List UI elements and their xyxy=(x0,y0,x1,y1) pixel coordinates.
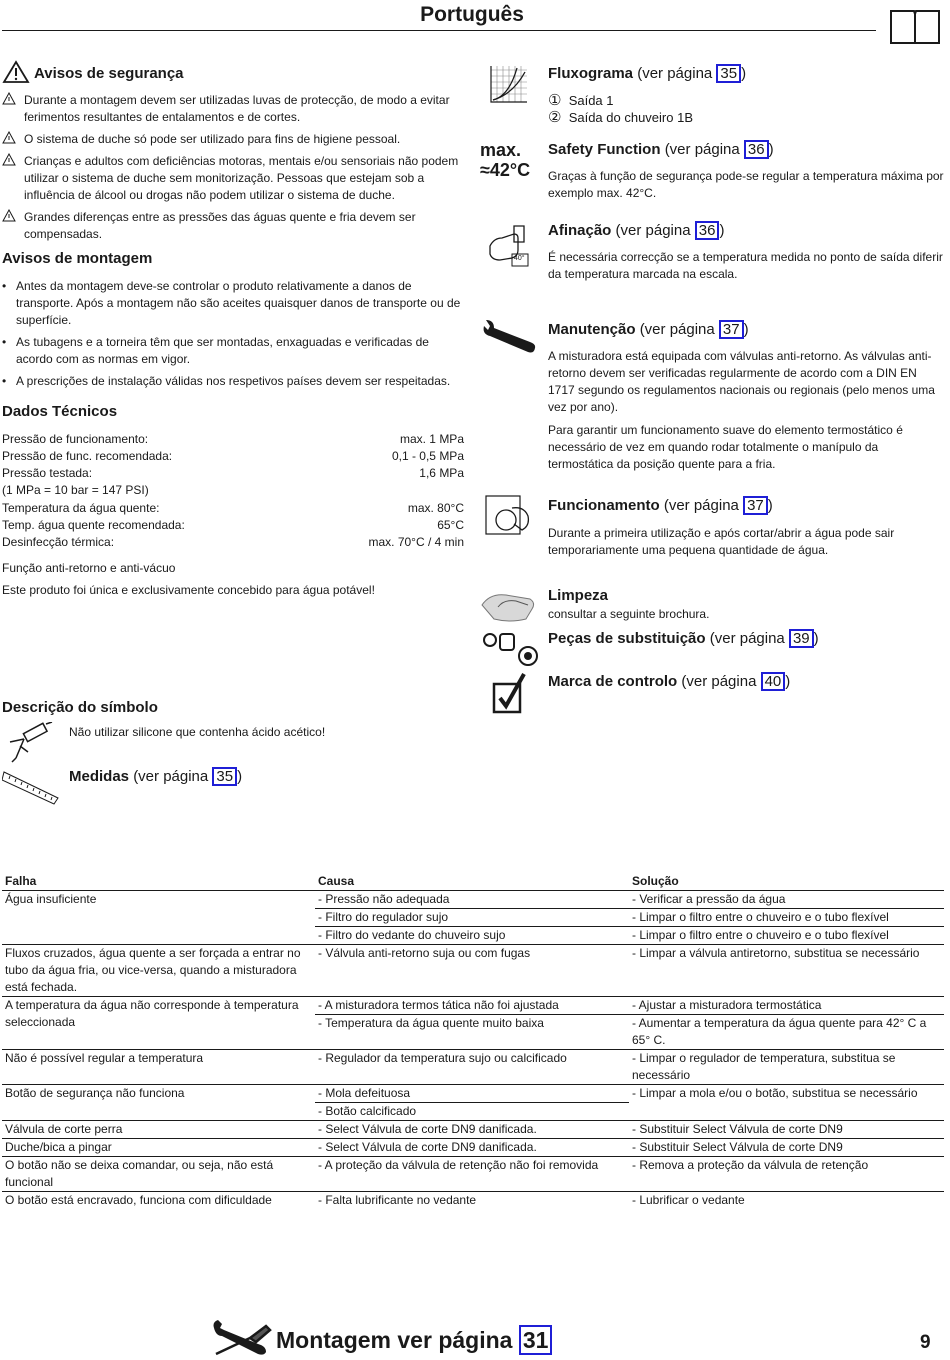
table-cell-cause: - Botão calcificado xyxy=(315,1103,629,1121)
table-cell-solution: - Substituir Select Válvula de corte DN9 xyxy=(629,1121,944,1139)
spare-parts-icon xyxy=(482,628,540,668)
tech-label: Pressão de funcionamento: xyxy=(2,432,149,446)
safety-text: Crianças e adultos com deficiências motoras, mentais e/ou sensoriais não podem utilizar o sistema de duche sem monitorização. Pessoas que estejam sob a influência de álcool ou drogas não podem utilizar o sistema de duche. xyxy=(24,154,459,202)
warning-small-icon xyxy=(2,209,24,243)
assembly-item: • Antes da montagem deve-se controlar o produto relativamente a danos de transporte. Após a montagem não são aceites quaisquer danos de transporte ou de superfície. xyxy=(2,278,466,329)
table-cell-solution: - Aumentar a temperatura da água quente para 42° C a 65° C. xyxy=(629,1015,944,1050)
warning-small-icon xyxy=(2,92,24,126)
assembly-text: A prescrições de instalação válidas nos respetivos países devem ser respeitadas. xyxy=(16,374,451,388)
table-row xyxy=(2,1192,944,1210)
troubleshooting-table xyxy=(2,873,944,1209)
warning-icon xyxy=(2,60,30,84)
table-cell-cause: - Regulador da temperatura sujo ou calcificado xyxy=(315,1050,629,1085)
tech-row xyxy=(2,517,464,534)
operation-title: Funcionamento xyxy=(548,497,660,514)
symbol-heading: Descrição do símbolo xyxy=(2,699,158,716)
operation-heading xyxy=(548,496,773,515)
table-cell-cause: - Temperatura da água quente muito baixa xyxy=(315,1015,629,1050)
tuning-heading xyxy=(548,221,724,240)
table-cell-cause: - Filtro do regulador sujo xyxy=(315,909,629,927)
tech-value: max. 80°C xyxy=(407,501,464,515)
table-cell-solution: - Limpar o regulador de temperatura, substitua se necessário xyxy=(629,1050,944,1085)
table-cell-cause: - Pressão não adequada xyxy=(315,891,629,909)
table-cell-fault: Válvula de corte perra xyxy=(2,1121,315,1139)
tech-value: max. 1 MPa xyxy=(399,432,464,446)
table-cell-solution: - Verificar a pressão da água xyxy=(629,891,944,909)
flow-page-link[interactable]: 35 xyxy=(716,64,741,83)
header-rule xyxy=(2,30,876,31)
page-number: 9 xyxy=(920,1332,931,1353)
tech-heading: Dados Técnicos xyxy=(2,403,118,420)
maintenance-title: Manutenção xyxy=(548,321,636,338)
table-cell-fault: Duche/bica a pingar xyxy=(2,1139,315,1157)
safety-item xyxy=(2,209,466,243)
safety-text: Durante a montagem devem ser utilizadas luvas de protecção, de modo a evitar ferimentos resultantes de entalamentos e de cortes. xyxy=(24,93,450,124)
thermometer-hand-icon xyxy=(484,220,534,270)
max-temp-line2: ≈42°C xyxy=(480,160,531,180)
table-row xyxy=(2,997,944,1015)
assembly-text: As tubagens e a torneira têm que ser montadas, enxaguadas e verificadas de acordo com as normas em vigor. xyxy=(16,335,429,366)
safety-item xyxy=(2,131,466,149)
table-row xyxy=(2,1050,944,1085)
table-cell-solution: - Remova a proteção da válvula de retenção xyxy=(629,1157,944,1192)
tuning-see: (ver página xyxy=(615,222,695,239)
table-cell-cause: - Mola defeituosa xyxy=(315,1085,629,1103)
table-cell-fault: Água insuficiente xyxy=(2,891,315,945)
assembly-heading: Avisos de montagem xyxy=(2,250,153,267)
flow-item-2-num: ② xyxy=(548,109,562,126)
book-icon xyxy=(888,8,942,46)
tech-row xyxy=(2,465,464,482)
parts-see: (ver página xyxy=(709,630,789,647)
operation-page-link[interactable]: 37 xyxy=(743,496,768,515)
maintenance-close: ) xyxy=(743,321,749,338)
safety-text: Grandes diferenças entre as pressões das águas quente e fria devem ser compensadas. xyxy=(24,210,416,241)
cleaning-text: consultar a seguinte brochura. xyxy=(548,607,710,621)
footer-page-link[interactable]: 31 xyxy=(519,1325,553,1355)
table-row xyxy=(2,1157,944,1192)
flow-chart-icon xyxy=(489,64,529,104)
parts-heading xyxy=(548,629,819,648)
table-row xyxy=(2,1139,944,1157)
max-temp-label xyxy=(480,140,530,180)
safety-item xyxy=(2,153,466,204)
table-cell-cause: - A misturadora termos tática não foi ajustada xyxy=(315,997,629,1015)
silicone-gun-icon xyxy=(6,722,54,766)
safety-function-close: ) xyxy=(768,141,774,158)
table-cell-fault: O botão não se deixa comandar, ou seja, não está funcional xyxy=(2,1157,315,1192)
table-row xyxy=(2,945,944,997)
assembly-item: • As tubagens e a torneira têm que ser montadas, enxaguadas e verificadas de acordo com as normas em vigor. xyxy=(2,334,466,368)
warning-small-icon xyxy=(2,153,24,204)
flow-item-1 xyxy=(548,92,614,109)
table-header: Falha xyxy=(2,873,315,891)
table-row xyxy=(2,891,944,909)
symbol-text: Não utilizar silicone que contenha ácido acético! xyxy=(69,725,326,739)
maintenance-text-2: Para garantir um funcionamento suave do elemento termostático é necessário de vez em quando rodar totalmente o manípulo da termostática da posição quente para a fria. xyxy=(548,423,903,471)
control-see: (ver página xyxy=(681,673,761,690)
safety-function-page-link[interactable]: 36 xyxy=(744,140,769,159)
warning-small-icon xyxy=(2,131,24,149)
tools-icon xyxy=(210,1318,272,1358)
table-cell-fault: Botão de segurança não funciona xyxy=(2,1085,315,1121)
safety-function-text: Graças à função de segurança pode-se regular a temperatura máxima por exemplo max. 42°C. xyxy=(548,169,944,200)
tech-label: (1 MPa = 10 bar = 147 PSI) xyxy=(2,483,149,497)
wrench-icon xyxy=(480,318,538,358)
flow-close: ) xyxy=(741,65,747,82)
assembly-text: Antes da montagem deve-se controlar o produto relativamente a danos de transporte. Após a montagem não são aceites quaisquer danos de transporte ou de superfície. xyxy=(16,279,461,327)
tech-note: Este produto foi única e exclusivamente concebido para água potável! xyxy=(2,583,375,597)
tech-value: max. 70°C / 4 min xyxy=(368,535,464,549)
table-cell-cause: - Falta lubrificante no vedante xyxy=(318,1193,477,1207)
table-row xyxy=(2,1085,944,1103)
ruler-icon xyxy=(2,768,60,806)
cleaning-heading: Limpeza xyxy=(548,587,609,604)
maintenance-page-link[interactable]: 37 xyxy=(719,320,744,339)
operation-close: ) xyxy=(767,497,773,514)
table-cell-cause: - Filtro do vedante do chuveiro sujo xyxy=(315,927,629,945)
footer-text: Montagem ver página xyxy=(276,1327,519,1353)
safety-text: O sistema de duche só pode ser utilizado para fins de higiene pessoal. xyxy=(24,132,401,146)
table-cell-solution: - Substituir Select Válvula de corte DN9 xyxy=(629,1139,944,1157)
table-cell-cause: - Select Válvula de corte DN9 danificada. xyxy=(315,1139,629,1157)
thermometer-reading: 40° xyxy=(514,255,525,262)
table-cell-fault: Não é possível regular a temperatura xyxy=(2,1050,315,1085)
tech-row xyxy=(2,431,464,448)
table-header-row xyxy=(2,873,944,891)
tech-value: 65°C xyxy=(437,518,464,532)
tuning-close: ) xyxy=(719,222,725,239)
table-cell-solution xyxy=(629,1103,944,1121)
operation-text: Durante a primeira utilização e após cortar/abrir a água pode sair temporariamente uma pequena quantidade de água. xyxy=(548,526,895,557)
flow-item-1-text: Saída 1 xyxy=(568,93,614,108)
tech-label: Pressão testada: xyxy=(2,466,93,480)
safety-function-see: (ver página xyxy=(664,141,744,158)
tech-row xyxy=(2,482,464,499)
parts-close: ) xyxy=(813,630,819,647)
flow-see: (ver página xyxy=(637,65,717,82)
table-cell-solution: - Limpar o filtro entre o chuveiro e o tubo flexível xyxy=(629,909,944,927)
safety-function-title: Safety Function xyxy=(548,141,661,158)
tech-label: Pressão de func. recomendada: xyxy=(2,449,173,463)
tuning-text: É necessária correcção se a temperatura medida no ponto de saída diferir da temperatura marcada na escala. xyxy=(548,250,943,281)
operation-see: (ver página xyxy=(663,497,744,514)
tech-row xyxy=(2,448,464,465)
tech-value: 1,6 MPa xyxy=(419,466,464,480)
thermostat-knob-icon xyxy=(484,494,534,538)
measures-close: ) xyxy=(237,768,243,785)
table-cell-cause: - A proteção da válvula de retenção não foi removida xyxy=(315,1157,629,1192)
maintenance-see: (ver página xyxy=(639,321,719,338)
safety-function-heading xyxy=(548,140,774,159)
table-cell-fault: O botão está encravado, funciona com dificuldade xyxy=(5,1193,272,1207)
table-cell-fault: A temperatura da água não corresponde à temperatura seleccionada xyxy=(2,997,315,1050)
measures-title: Medidas xyxy=(69,768,130,785)
flow-heading xyxy=(548,64,746,83)
flow-item-2-text: Saída do chuveiro 1B xyxy=(568,110,693,125)
parts-title: Peças de substituição xyxy=(548,630,706,647)
table-row xyxy=(2,1121,944,1139)
maintenance-text-1: A misturadora está equipada com válvulas anti-retorno. As válvulas anti-retorno devem ser verificadas regularmente de acordo com a DIN EN 1717 segundo os regulamentos nacionais ou regionais (pelo menos uma vez por ano). xyxy=(548,349,935,414)
page-title: Português xyxy=(420,3,524,26)
tech-label: Temp. água quente recomendada: xyxy=(2,518,185,532)
tech-value: 0,1 - 0,5 MPa xyxy=(391,449,464,463)
measures-page-link[interactable]: 35 xyxy=(212,767,237,786)
tech-row xyxy=(2,500,464,517)
safety-heading: Avisos de segurança xyxy=(34,65,184,82)
control-close: ) xyxy=(785,673,791,690)
table-cell-solution: - Ajustar a misturadora termostática xyxy=(629,997,944,1015)
assembly-item: • A prescrições de instalação válidas nos respetivos países devem ser respeitadas. xyxy=(2,374,451,388)
table-cell-solution: - Limpar a válvula antiretorno, substitua se necessário xyxy=(629,945,944,997)
measures-heading xyxy=(69,767,242,786)
table-cell-cause: - Válvula anti-retorno suja ou com fugas xyxy=(315,945,629,997)
tuning-page-link[interactable]: 36 xyxy=(695,221,720,240)
tech-label: Desinfecção térmica: xyxy=(2,535,115,549)
flow-title: Fluxograma xyxy=(548,65,634,82)
table-header: Solução xyxy=(629,873,944,891)
table-cell-cause: - Select Válvula de corte DN9 danificada. xyxy=(315,1121,629,1139)
tech-row xyxy=(2,534,464,551)
max-temp-line1: max. xyxy=(480,140,522,160)
table-cell-solution: - Limpar a mola e/ou o botão, substitua se necessário xyxy=(632,1086,918,1100)
table-header: Causa xyxy=(315,873,629,891)
checkmark-box-icon xyxy=(492,672,528,714)
control-page-link[interactable]: 40 xyxy=(761,672,786,691)
flow-item-2 xyxy=(548,109,693,126)
cleaning-hand-icon xyxy=(480,585,540,625)
table-cell-fault: Fluxos cruzados, água quente a ser forçada a entrar no tubo da água fria, ou vice-versa, quando a misturadora está fechada. xyxy=(2,945,315,997)
tuning-title: Afinação xyxy=(548,222,612,239)
footer-assembly xyxy=(276,1325,552,1355)
flow-item-1-num: ① xyxy=(548,92,562,109)
measures-see: (ver página xyxy=(133,768,213,785)
table-cell-solution: - Lubrificar o vedante xyxy=(632,1193,745,1207)
maintenance-heading xyxy=(548,320,749,339)
tech-note: Função anti-retorno e anti-vácuo xyxy=(2,561,176,575)
control-title: Marca de controlo xyxy=(548,673,678,690)
control-heading xyxy=(548,672,790,691)
tech-label: Temperatura da água quente: xyxy=(2,501,160,515)
parts-page-link[interactable]: 39 xyxy=(789,629,814,648)
safety-item xyxy=(2,92,466,126)
table-cell-solution: - Limpar o filtro entre o chuveiro e o tubo flexível xyxy=(629,927,944,945)
